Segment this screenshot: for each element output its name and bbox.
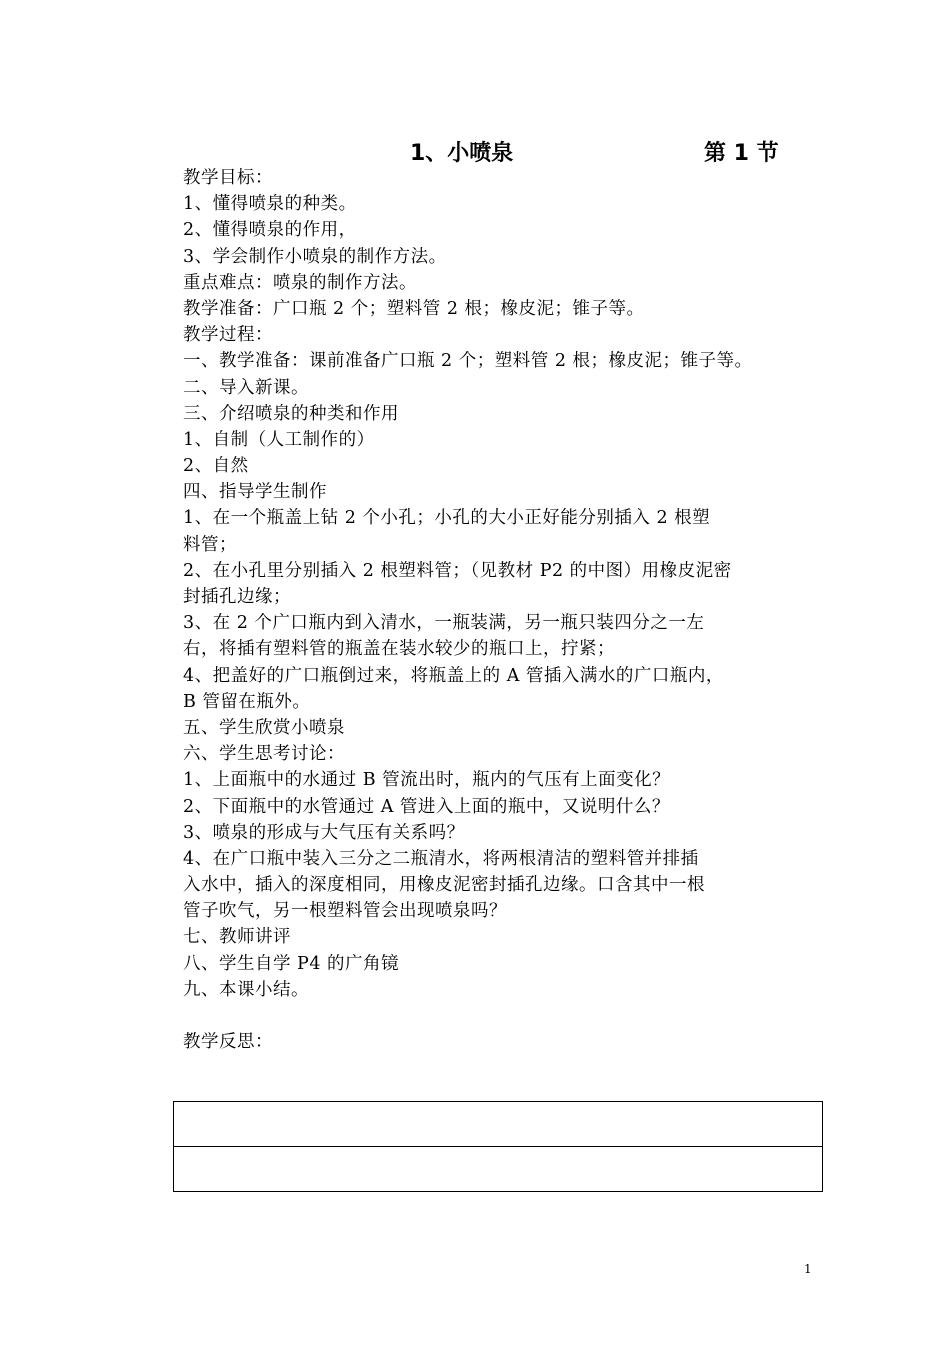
text-line: 1、懂得喷泉的种类。 [183,194,357,215]
text-line: 教学准备：广口瓶 2 个；塑料管 2 根；橡皮泥；锥子等。 [183,298,645,319]
text-line: 一、教学准备：课前准备广口瓶 2 个；塑料管 2 根；橡皮泥；锥子等。 [183,351,753,372]
reflection-row [174,1102,823,1147]
lesson-plan-body [183,165,833,1055]
text-line: 1、自制（人工制作的） [183,429,375,450]
text-line: 教学反思： [183,1032,273,1053]
text-line: 2、自然 [183,456,249,477]
text-line: 2、懂得喷泉的作用， [183,220,357,241]
text-line: 右，将插有塑料管的瓶盖在装水较少的瓶口上，拧紧； [183,639,615,660]
text-line: 教学目标： [183,168,273,188]
text-line: B 管留在瓶外。 [183,691,311,712]
section-number: 第 1 节 [704,141,779,166]
page-number: 1 [804,1262,812,1276]
text-line: 2、在小孔里分别插入 2 根塑料管；（见教材 P2 的中图）用橡皮泥密 [183,560,732,581]
text-line [183,1003,833,1029]
text-line: 管子吹气，另一根塑料管会出现喷泉吗？ [183,901,507,922]
lesson-title [0,136,950,168]
text-line: 重点难点：喷泉的制作方法。 [183,272,417,293]
lesson-name: 1、小喷泉 [410,141,514,166]
reflection-row [174,1147,823,1192]
text-line: 3、喷泉的形成与大气压有关系吗？ [183,822,465,843]
text-line: 封插孔边缘； [183,587,291,607]
text-line: 1、上面瓶中的水通过 B 管流出时，瓶内的气压有上面变化？ [183,770,671,791]
text-line: 4、把盖好的广口瓶倒过来，将瓶盖上的 A 管插入满水的广口瓶内， [183,665,724,686]
text-line: 1、在一个瓶盖上钻 2 个小孔；小孔的大小正好能分别插入 2 根塑 [183,508,711,529]
text-line: 三、介绍喷泉的种类和作用 [183,403,399,424]
text-line: 3、学会制作小喷泉的制作方法。 [183,246,447,267]
text-line: 2、下面瓶中的水管通过 A 管进入上面的瓶中，又说明什么？ [183,796,670,817]
text-line: 3、在 2 个广口瓶内到入清水，一瓶装满，另一瓶只装四分之一左 [183,613,705,634]
text-line: 九、本课小结。 [183,979,309,1000]
reflection-table [173,1101,823,1192]
text-line: 4、在广口瓶中装入三分之二瓶清水，将两根清洁的塑料管并排插 [183,848,699,869]
reflection-cell[interactable] [174,1147,823,1192]
text-line: 五、学生欣赏小喷泉 [183,717,345,738]
text-line: 六、学生思考讨论： [183,744,345,765]
text-line: 七、教师讲评 [183,927,291,948]
text-line: 八、学生自学 P4 的广角镜 [183,953,400,974]
reflection-cell[interactable] [174,1102,823,1147]
text-line: 二、导入新课。 [183,377,309,398]
text-line: 教学过程： [183,325,273,346]
text-line: 四、指导学生制作 [183,482,327,503]
text-line: 料管； [183,534,237,555]
text-line: 入水中，插入的深度相同，用橡皮泥密封插孔边缘。口含其中一根 [183,875,705,896]
